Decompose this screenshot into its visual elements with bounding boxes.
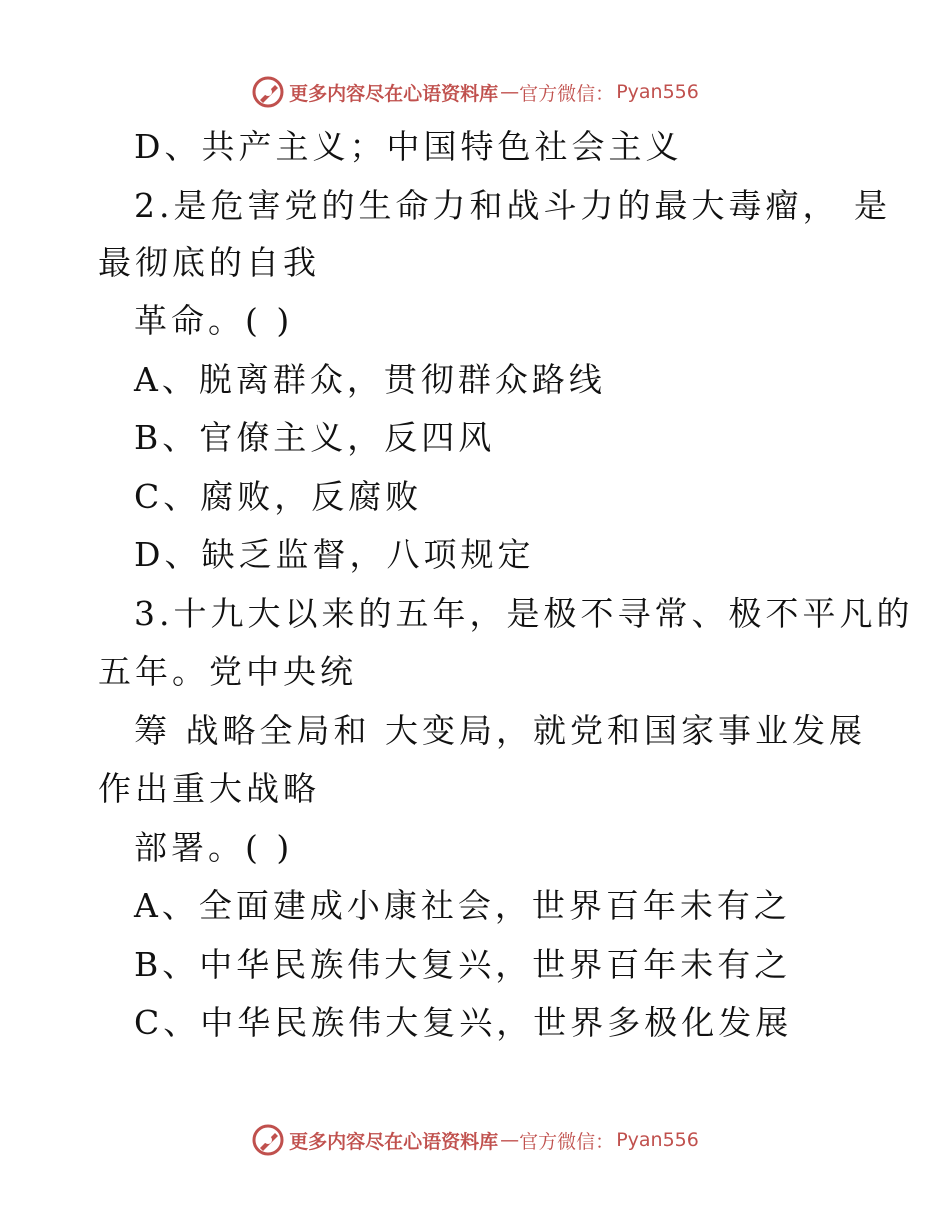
watermark-separator: — [500, 81, 520, 103]
watermark-wechat-label: 官方微信： [519, 82, 615, 105]
option-b-q2: B、官僚主义，反四风 [134, 418, 496, 457]
question-3-text-cont2: 筹 战略全局和 大变局，就党和国家事业发展 [134, 711, 866, 750]
option-c-q3: C、中华民族伟大复兴，世界多极化发展 [134, 1003, 793, 1042]
watermark-brand: 更多内容尽在心语资料库 [289, 82, 499, 105]
question-3-text-cont3: 作出重大战略 [98, 769, 320, 808]
watermark-brand: 更多内容尽在心语资料库 [289, 1130, 499, 1153]
watermark-wechat-label: 官方微信： [519, 1130, 615, 1153]
watermark-header [0, 72, 950, 112]
option-a-q3: A、全面建成小康社会，世界百年未有之 [134, 886, 791, 925]
question-2-text: 2.是危害党的生命力和战斗力的最大毒瘤， 是 [134, 186, 891, 225]
pen-seal-logo-icon [251, 1123, 285, 1157]
watermark-wechat-id: Pyan556 [616, 81, 699, 103]
watermark-wechat-id: Pyan556 [616, 1129, 699, 1151]
option-d-q2: D、缺乏监督，八项规定 [134, 535, 535, 574]
option-c-q2: C、腐败，反腐败 [134, 477, 423, 516]
option-b-q3: B、中华民族伟大复兴，世界百年未有之 [134, 945, 792, 984]
question-3-text-cont: 五年。党中央统 [98, 652, 357, 691]
pen-seal-logo-icon [251, 75, 285, 109]
question-3-text: 3.十九大以来的五年，是极不寻常、极不平凡的 [134, 594, 914, 633]
question-3-text-end: 部署。( ) [134, 828, 294, 867]
watermark-separator: — [500, 1129, 520, 1151]
watermark-footer [0, 1120, 950, 1160]
question-2-text-end: 革命。( ) [134, 301, 294, 340]
question-2-text-cont: 最彻底的自我 [98, 243, 320, 282]
option-a-q2: A、脱离群众，贯彻群众路线 [134, 360, 606, 399]
option-d-q1: D、共产主义；中国特色社会主义 [134, 127, 683, 166]
